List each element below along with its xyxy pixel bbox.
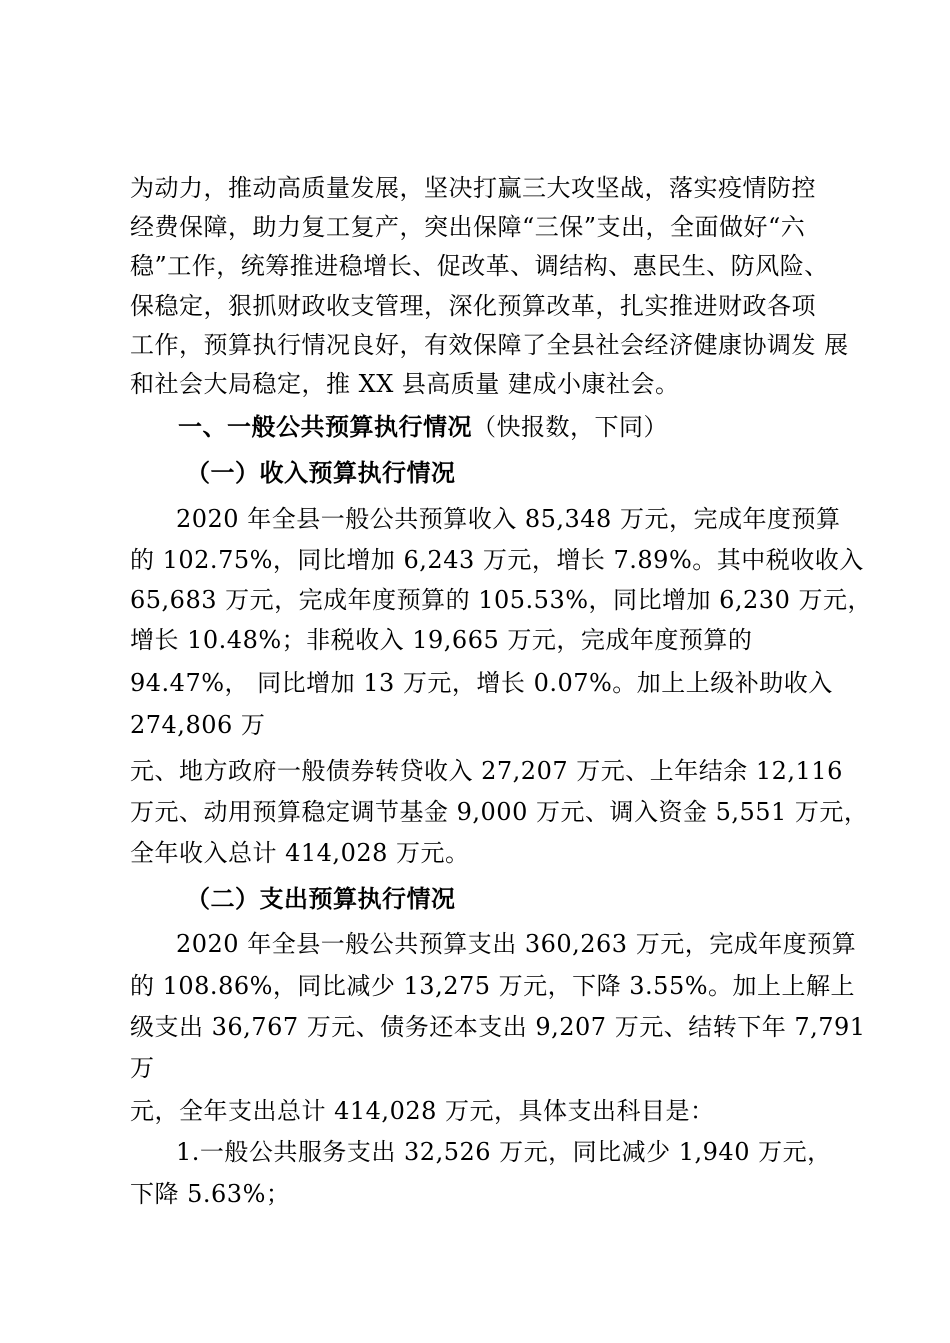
body-text-line: 万 bbox=[130, 1054, 155, 1082]
body-text-line: 下降 5.63%； bbox=[130, 1180, 291, 1208]
body-text-line: 94.47%， 同比增加 13 万元，增长 0.07%。加上上级补助收入 bbox=[130, 669, 833, 697]
body-text-line: 2020 年全县一般公共预算收入 85,348 万元，完成年度预算 bbox=[176, 505, 841, 533]
section-heading-note: （快报数，下同） bbox=[472, 413, 668, 441]
body-text-line: 稳”工作，统筹推进稳增长、促改革、调结构、惠民生、防风险、 bbox=[130, 252, 829, 280]
body-text-line: 为动力，推动高质量发展，坚决打赢三大攻坚战，落实疫情防控 bbox=[130, 174, 816, 202]
body-text-line: 经费保障，助力复工复产，突出保障“三保”支出，全面做好“六 bbox=[130, 213, 806, 241]
body-text-line: 增长 10.48%；非税收入 19,665 万元，完成年度预算的 bbox=[130, 626, 753, 654]
subsection-heading-income: （一）收入预算执行情况 bbox=[186, 459, 456, 487]
body-text-line: 万元、动用预算稳定调节基金 9,000 万元、调入资金 5,551 万元， bbox=[130, 798, 869, 826]
section-heading-title: 一、一般公共预算执行情况 bbox=[178, 413, 472, 441]
subsection-heading-expenditure: （二）支出预算执行情况 bbox=[186, 885, 456, 913]
body-text-line: 元、地方政府一般债券转贷收入 27,207 万元、上年结余 12,116 bbox=[130, 757, 843, 785]
body-text-line: 的 108.86%，同比减少 13,275 万元，下降 3.55%。加上上解上 bbox=[130, 972, 856, 1000]
body-text-line: 的 102.75%，同比增加 6,243 万元，增长 7.89%。其中税收收入 bbox=[130, 546, 864, 574]
body-text-line: 2020 年全县一般公共预算支出 360,263 万元，完成年度预算 bbox=[176, 930, 857, 958]
body-text-line: 全年收入总计 414,028 万元。 bbox=[130, 839, 470, 867]
body-text-line: 元，全年支出总计 414,028 万元，具体支出科目是： bbox=[130, 1097, 715, 1125]
body-text-line: 1.一般公共服务支出 32,526 万元，同比减少 1,940 万元， bbox=[176, 1138, 832, 1166]
body-text-line: 级支出 36,767 万元、债务还本支出 9,207 万元、结转下年 7,791 bbox=[130, 1013, 866, 1041]
section-heading bbox=[178, 412, 668, 442]
body-text-line: 65,683 万元，完成年度预算的 105.53%，同比增加 6,230 万元， bbox=[130, 586, 872, 614]
body-text-line: 保稳定，狠抓财政收支管理，深化预算改革，扎实推进财政各项 bbox=[130, 292, 816, 320]
body-text-line: 274,806 万 bbox=[130, 711, 266, 739]
body-text-line: 和社会大局稳定，推 XX 县高质量 建成小康社会。 bbox=[130, 370, 680, 398]
body-text-line: 工作，预算执行情况良好，有效保障了全县社会经济健康协调发 展 bbox=[130, 331, 849, 359]
